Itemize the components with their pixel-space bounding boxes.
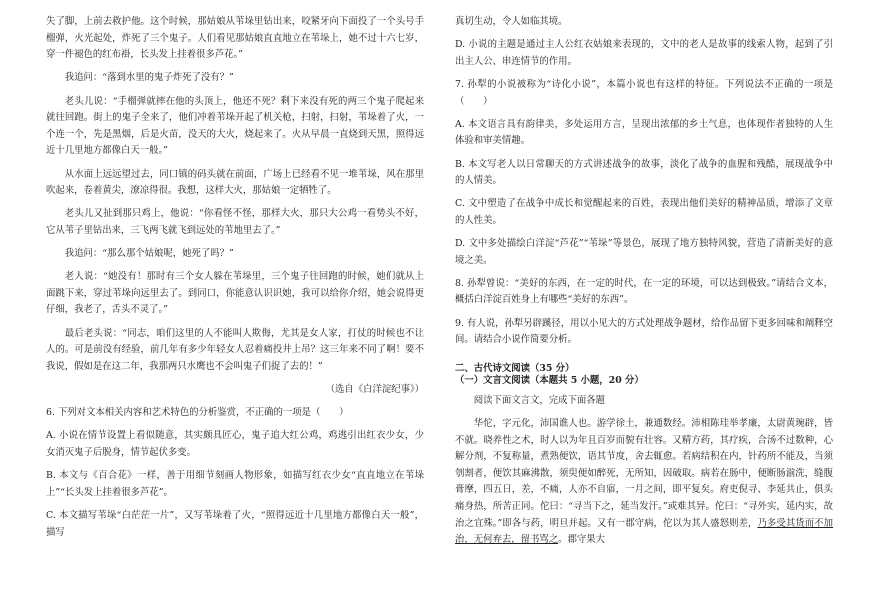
question-7-option-a: A. 本文语言具有韵律美，多处运用方言，呈现出浓郁的乡土气息，也体现作者独特的人生体验和审美情趣。 — [455, 118, 833, 147]
left-column — [46, 14, 424, 548]
story-paragraph-2: 我追问：“落到水里的鬼子炸死了没有？” — [64, 72, 234, 84]
story-paragraph-8: 最后老头说：“同志，咱们这里的人不能叫人欺侮，尤其是女人家，打仗的时候也不让人的。可是前没有经验，前几年有多少年轻女人忍着痛投井上吊？这三年来不同了啊！要不我说，假如是在这二年，我那两只水鹰也不会叫鬼子们捉了去的！” — [46, 327, 424, 372]
reading-instruction: 阅读下面文言文，完成下面各题 — [473, 394, 606, 406]
source-citation: （选自《白洋淀纪事》） — [325, 384, 424, 396]
question-7-option-b: B. 本文写老人以日常聊天的方式讲述战争的故事，淡化了战争的血腥和残酷，展现战争中的人情美。 — [455, 158, 833, 187]
story-paragraph-5: 老头儿又扯到那只鸡上，他说：“你看怪不怪，那样大火，那只大公鸡一看势头不好，它从苇子里钻出来，三飞两飞就飞到远处的苇地里去了。” — [46, 208, 424, 236]
story-paragraph-6: 我追问：“那么那个姑娘呢，她死了吗？” — [64, 248, 234, 260]
question-7-stem: 7. 孙犁的小说被称为“诗化小说”，本篇小说也有这样的特征。下列说法不正确的一项是（ ） — [455, 78, 833, 107]
question-6-option-c-continued: 真切生动，令人如临其境。 — [455, 16, 568, 27]
underlined-sentence: 乃多受其货而不加治，无何弃去，留书骂之 — [455, 517, 833, 546]
section-title: 二、古代诗文阅读（35 分） — [455, 362, 575, 374]
question-7-option-d: D. 文中多处描绘白洋淀“芦花”“苇垛”等景色，展现了地方独特风貌，营造了清新美好的意境之美。 — [455, 238, 833, 266]
story-paragraph-4: 从水面上远远望过去，同口镇的码头就在前面，广场上已经看不见一堆苇垛，风在那里吹起来，卷着黄尖，潦凉得很。我想，这样大火，那姑娘一定牺牲了。 — [46, 168, 424, 197]
question-6-stem: 6. 下列对文本相关内容和艺术特色的分析鉴赏，不正确的一项是（ ） — [46, 407, 349, 419]
question-6-option-b: B. 本文与《百合花》一样，善于用细节刻画人物形象，如描写红衣少女“直直地立在苇垛上”“长头发上挂着很多芦花”。 — [46, 470, 424, 498]
question-6-option-a: A. 小说在情节设置上看似随意，其实颇具匠心，鬼子追大红公鸡，鸡逃引出红衣少女，少女消灭鬼子后脱身，情节起伏多变。 — [46, 430, 424, 458]
subsection-title: （一）文言文阅读（本题共 5 小题，20 分） — [455, 374, 644, 386]
passage-text-b: 。郡守果大 — [558, 534, 606, 546]
story-paragraph-1: 失了脚，上前去救护他。这个时候，那姑娘从苇垛里钻出来，咬紧牙向下面投了一个头号手榴弹，火光起处，炸死了三个鬼子。人们看见那姑娘直直地立在苇垛上，她不过十六七岁，穿一件褪色的红布褂，长头发上挂着很多芦花。” — [46, 16, 424, 61]
question-6-option-c: C. 本文描写苇垛“白茫茫一片”，又写苇垛着了火，“照得远近十几里地方都像白天一般”，描写 — [46, 509, 424, 538]
question-9: 9. 有人说，孙犁另辟蹊径，用以小见大的方式处理战争题材，给作品留下更多回味和阐释空间。请结合小说作简要分析。 — [455, 317, 833, 346]
classical-passage — [455, 416, 833, 549]
question-6-option-d: D. 小说的主题是通过主人公红衣姑娘来表现的，文中的老人是故事的线索人物，起到了引出主人公、串连情节的作用。 — [455, 39, 833, 67]
story-paragraph-3: 老头儿说：“手榴弹就摔在他的头顶上，他还不死？剩下来没有死的两三个鬼子爬起来就往回跑。街上的鬼子全来了，他们冲着苇垛开起了机关枪，扫射，扫射，苇垛着了火，一个连一个，先是黑烟，后是火苗，没天的大火，烧起来了。火从早晨一直烧到天黑，照得远近十几里地方都像白天一般。” — [46, 95, 424, 157]
passage-text-a: 华佗，字元化，沛国谯人也。游学徐土，兼通数经。沛相陈珪举孝廉，太尉黄琬辟，皆不就。晓养性之术，时人以为年且百岁而貌有壮容。又精方药，其疗疾，合汤不过数种，心解分剂，不复称量，煮熟便饮，语其节度，舍去辄愈。若病结积在内，针药所不能及，当须刳割者，便饮其麻沸散，须臾便如醉死，无所知，因破取。病若在肠中，便断肠湔洗，缝腹膏摩，四五日，差，不痛，人亦不自寤，一月之间，即平复矣。府吏倪寻、李延共止，俱头痛身热，所苦正同。佗曰：“寻当下之，延当发汗。”或难其异。佗曰：“寻外实，延内实，故治之宜殊。”即各与药，明旦并起。又有一郡守病，佗以为其人盛怒则差， — [455, 418, 833, 529]
right-column — [455, 14, 833, 555]
question-7-option-c: C. 文中塑造了在战争中成长和觉醒起来的百姓，表现出他们美好的精神品质，增添了文章的人性美。 — [455, 198, 833, 226]
question-8: 8. 孙犁曾说：“美好的东西，在一定的时代，在一定的环境，可以达到极致。”请结合文本，概括白洋淀百姓身上有哪些“美好的东西”。 — [455, 277, 833, 306]
story-paragraph-7: 老人说：“她没有！那时有三个女人躲在苇垛里，三个鬼子往回跑的时候，她们就从上面跳下来，穿过苇垛向远里去了。到同口，你能意认识识她，我可以给你介绍，她会说得更仔细，我老了，舌头不灵了。” — [46, 271, 424, 316]
